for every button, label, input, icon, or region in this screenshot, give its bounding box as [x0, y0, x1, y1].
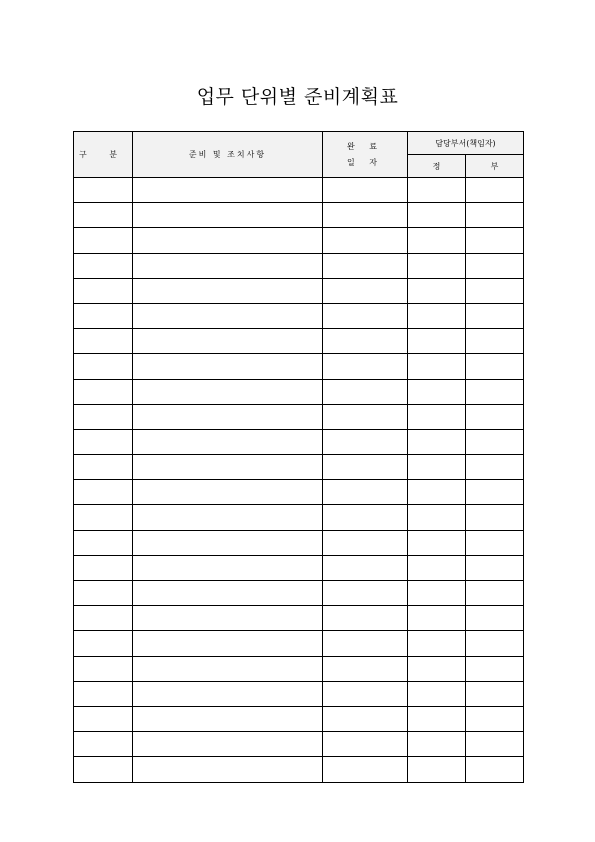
cell-secondary[interactable]: [466, 505, 524, 530]
cell-secondary[interactable]: [466, 530, 524, 555]
header-category: 구 분: [74, 132, 133, 178]
cell-completion-date[interactable]: [323, 581, 408, 606]
cell-category[interactable]: [74, 757, 133, 782]
cell-completion-date[interactable]: [323, 656, 408, 681]
cell-completion-date[interactable]: [323, 354, 408, 379]
cell-secondary[interactable]: [466, 303, 524, 328]
cell-primary[interactable]: [408, 732, 466, 757]
cell-action[interactable]: [133, 631, 323, 656]
table-body: [74, 178, 524, 783]
cell-category[interactable]: [74, 606, 133, 631]
cell-secondary[interactable]: [466, 606, 524, 631]
table-row: [74, 656, 524, 681]
table-row: [74, 354, 524, 379]
cell-action[interactable]: [133, 732, 323, 757]
cell-secondary[interactable]: [466, 706, 524, 731]
cell-primary[interactable]: [408, 681, 466, 706]
cell-secondary[interactable]: [466, 278, 524, 303]
cell-primary[interactable]: [408, 178, 466, 203]
cell-primary[interactable]: [408, 228, 466, 253]
cell-action[interactable]: [133, 581, 323, 606]
table-row: [74, 178, 524, 203]
table-row: [74, 278, 524, 303]
cell-secondary[interactable]: [466, 203, 524, 228]
table-row: [74, 706, 524, 731]
cell-secondary[interactable]: [466, 354, 524, 379]
cell-action[interactable]: [133, 178, 323, 203]
cell-completion-date[interactable]: [323, 429, 408, 454]
cell-category[interactable]: [74, 480, 133, 505]
cell-action[interactable]: [133, 606, 323, 631]
table-row: [74, 631, 524, 656]
cell-completion-date[interactable]: [323, 480, 408, 505]
header-secondary: 부: [466, 155, 524, 178]
cell-primary[interactable]: [408, 530, 466, 555]
header-department: 담당부서(책임자): [408, 132, 524, 155]
cell-completion-date[interactable]: [323, 303, 408, 328]
cell-primary[interactable]: [408, 706, 466, 731]
cell-secondary[interactable]: [466, 656, 524, 681]
cell-category[interactable]: [74, 706, 133, 731]
header-completion-date: [323, 132, 408, 178]
cell-category[interactable]: [74, 429, 133, 454]
cell-category[interactable]: [74, 455, 133, 480]
table-row: [74, 253, 524, 278]
cell-action[interactable]: [133, 228, 323, 253]
cell-primary[interactable]: [408, 606, 466, 631]
cell-category[interactable]: [74, 329, 133, 354]
cell-category[interactable]: [74, 379, 133, 404]
table-row: [74, 404, 524, 429]
cell-secondary[interactable]: [466, 455, 524, 480]
cell-category[interactable]: [74, 581, 133, 606]
cell-completion-date[interactable]: [323, 555, 408, 580]
cell-action[interactable]: [133, 681, 323, 706]
cell-secondary[interactable]: [466, 581, 524, 606]
cell-completion-date[interactable]: [323, 278, 408, 303]
cell-category[interactable]: [74, 178, 133, 203]
cell-primary[interactable]: [408, 429, 466, 454]
table-row: [74, 505, 524, 530]
cell-primary[interactable]: [408, 581, 466, 606]
table-row: [74, 681, 524, 706]
header-primary: 정: [408, 155, 466, 178]
cell-category[interactable]: [74, 404, 133, 429]
cell-primary[interactable]: [408, 404, 466, 429]
table-row: [74, 303, 524, 328]
cell-completion-date[interactable]: [323, 757, 408, 782]
cell-secondary[interactable]: [466, 253, 524, 278]
table-row: [74, 379, 524, 404]
cell-primary[interactable]: [408, 555, 466, 580]
table-row: [74, 329, 524, 354]
cell-primary[interactable]: [408, 203, 466, 228]
cell-action[interactable]: [133, 429, 323, 454]
table-row: [74, 757, 524, 782]
cell-action[interactable]: [133, 303, 323, 328]
cell-action[interactable]: [133, 354, 323, 379]
header-completion-line1: 완 료: [347, 141, 383, 151]
cell-action[interactable]: [133, 757, 323, 782]
cell-category[interactable]: [74, 732, 133, 757]
cell-secondary[interactable]: [466, 404, 524, 429]
cell-primary[interactable]: [408, 379, 466, 404]
table-row: [74, 429, 524, 454]
cell-secondary[interactable]: [466, 732, 524, 757]
cell-completion-date[interactable]: [323, 732, 408, 757]
cell-primary[interactable]: [408, 278, 466, 303]
cell-completion-date[interactable]: [323, 329, 408, 354]
table-row: [74, 530, 524, 555]
cell-completion-date[interactable]: [323, 455, 408, 480]
cell-secondary[interactable]: [466, 329, 524, 354]
cell-action[interactable]: [133, 329, 323, 354]
cell-primary[interactable]: [408, 656, 466, 681]
cell-action[interactable]: [133, 379, 323, 404]
cell-completion-date[interactable]: [323, 228, 408, 253]
cell-action[interactable]: [133, 278, 323, 303]
cell-action[interactable]: [133, 455, 323, 480]
table-row: [74, 581, 524, 606]
cell-secondary[interactable]: [466, 379, 524, 404]
cell-category[interactable]: [74, 555, 133, 580]
cell-secondary[interactable]: [466, 631, 524, 656]
cell-completion-date[interactable]: [323, 631, 408, 656]
cell-category[interactable]: [74, 354, 133, 379]
cell-category[interactable]: [74, 656, 133, 681]
header-completion-line2: 일 자: [347, 157, 383, 167]
cell-secondary[interactable]: [466, 429, 524, 454]
cell-primary[interactable]: [408, 505, 466, 530]
cell-completion-date[interactable]: [323, 681, 408, 706]
cell-secondary[interactable]: [466, 228, 524, 253]
cell-completion-date[interactable]: [323, 178, 408, 203]
table-row: [74, 480, 524, 505]
cell-action[interactable]: [133, 530, 323, 555]
table-row: [74, 606, 524, 631]
cell-category[interactable]: [74, 530, 133, 555]
cell-completion-date[interactable]: [323, 379, 408, 404]
page-title: 업무 단위별 준비계획표: [196, 86, 399, 108]
cell-primary[interactable]: [408, 253, 466, 278]
cell-secondary[interactable]: [466, 480, 524, 505]
cell-completion-date[interactable]: [323, 505, 408, 530]
table-row: [74, 455, 524, 480]
cell-primary[interactable]: [408, 303, 466, 328]
cell-action[interactable]: [133, 555, 323, 580]
cell-action[interactable]: [133, 203, 323, 228]
cell-action[interactable]: [133, 706, 323, 731]
cell-category[interactable]: [74, 681, 133, 706]
cell-primary[interactable]: [408, 329, 466, 354]
header-actions: 준비 및 조치사항: [133, 132, 323, 178]
plan-table: [73, 131, 524, 783]
table-row: [74, 203, 524, 228]
cell-secondary[interactable]: [466, 757, 524, 782]
cell-primary[interactable]: [408, 480, 466, 505]
cell-completion-date[interactable]: [323, 530, 408, 555]
cell-secondary[interactable]: [466, 681, 524, 706]
cell-primary[interactable]: [408, 354, 466, 379]
cell-completion-date[interactable]: [323, 404, 408, 429]
cell-action[interactable]: [133, 253, 323, 278]
cell-secondary[interactable]: [466, 178, 524, 203]
cell-completion-date[interactable]: [323, 253, 408, 278]
cell-primary[interactable]: [408, 455, 466, 480]
cell-completion-date[interactable]: [323, 606, 408, 631]
table-row: [74, 555, 524, 580]
cell-category[interactable]: [74, 253, 133, 278]
cell-primary[interactable]: [408, 631, 466, 656]
cell-category[interactable]: [74, 631, 133, 656]
cell-category[interactable]: [74, 278, 133, 303]
cell-action[interactable]: [133, 480, 323, 505]
cell-category[interactable]: [74, 203, 133, 228]
cell-primary[interactable]: [408, 757, 466, 782]
cell-completion-date[interactable]: [323, 203, 408, 228]
table-row: [74, 228, 524, 253]
cell-completion-date[interactable]: [323, 706, 408, 731]
table-row: [74, 732, 524, 757]
cell-action[interactable]: [133, 505, 323, 530]
cell-action[interactable]: [133, 656, 323, 681]
cell-category[interactable]: [74, 505, 133, 530]
cell-secondary[interactable]: [466, 555, 524, 580]
cell-action[interactable]: [133, 404, 323, 429]
cell-category[interactable]: [74, 228, 133, 253]
cell-category[interactable]: [74, 303, 133, 328]
